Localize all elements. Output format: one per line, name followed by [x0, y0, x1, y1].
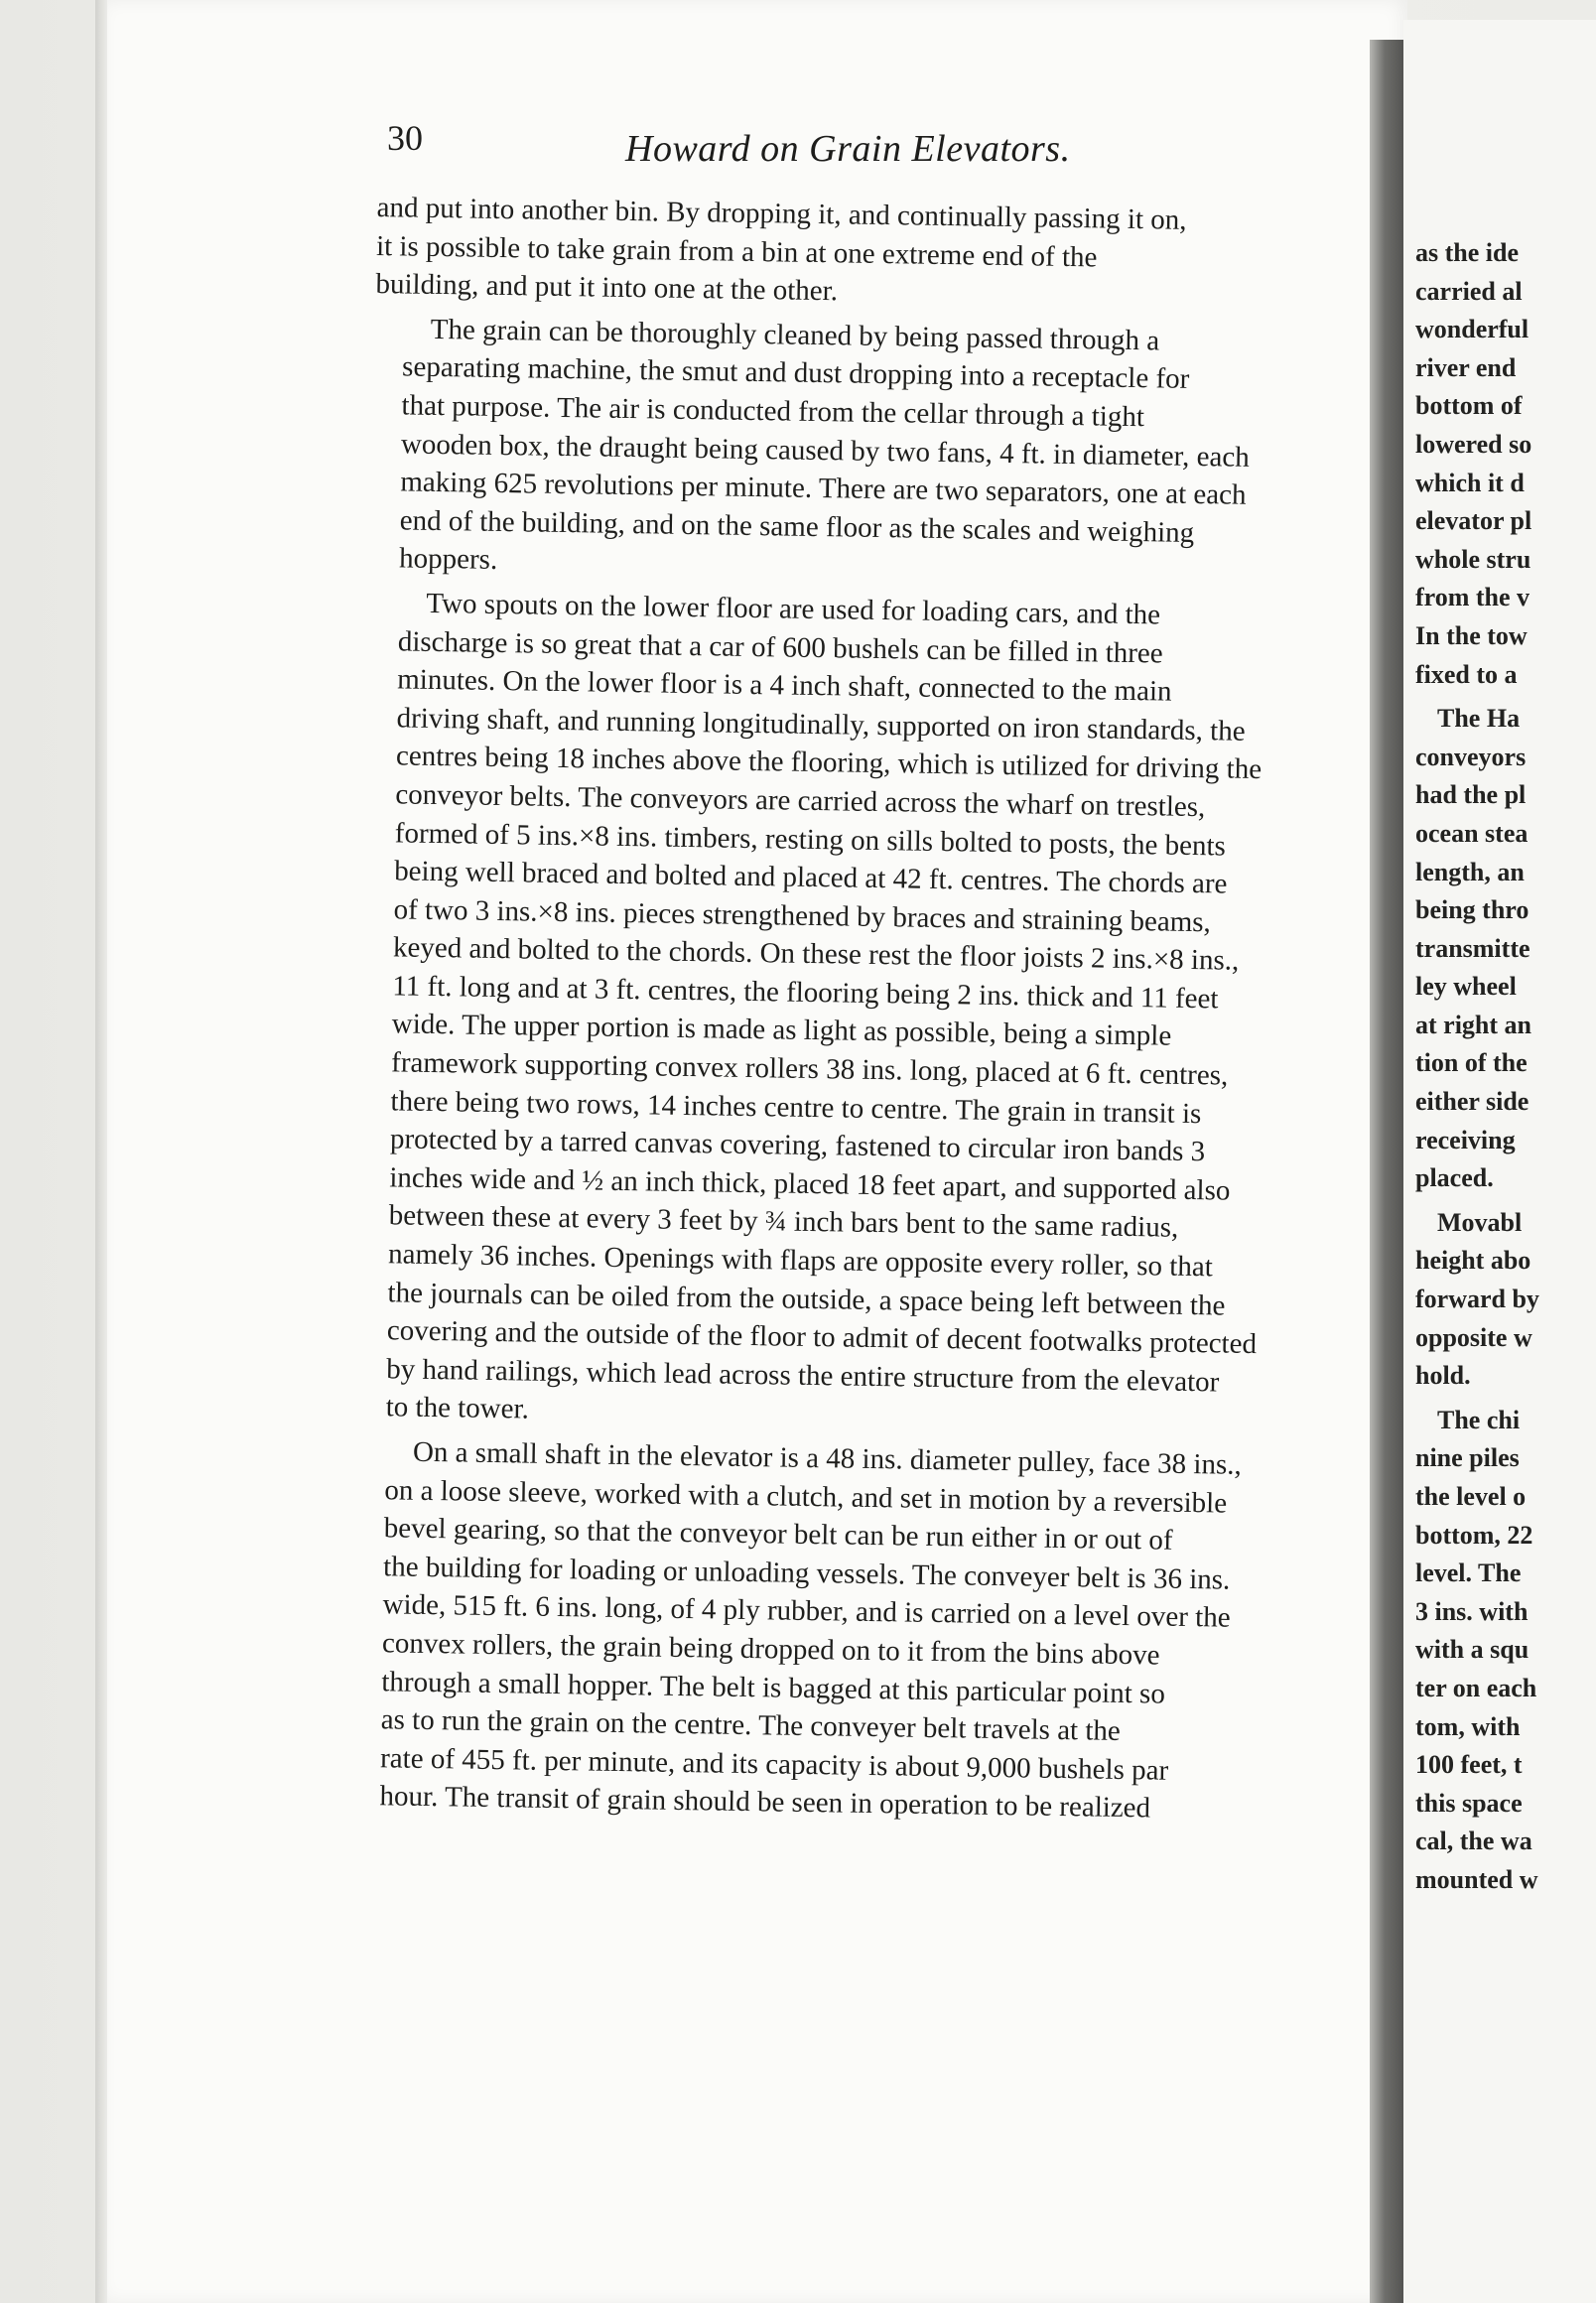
- text-line: keyed and bolted to the chords. On these rest the floor joists 2 ins.×8 ins.,: [392, 931, 1240, 978]
- right-page-line: the level o: [1415, 1482, 1527, 1511]
- right-page-text: [1415, 234, 1596, 1900]
- right-page-line: placed.: [1415, 1163, 1494, 1193]
- right-page-line: had the pl: [1415, 780, 1527, 810]
- book-gutter: [1370, 40, 1403, 2303]
- right-page-line: receiving: [1415, 1125, 1516, 1154]
- text-line: conveyor belts. The conveyors are carried across the wharf on trestles,: [395, 778, 1206, 824]
- right-page-line: this space: [1415, 1788, 1523, 1818]
- text-line: as to run the grain on the centre. The conveyer belt travels at the: [380, 1703, 1122, 1748]
- text-line: framework supporting convex rollers 38 ins. long, placed at 6 ft. centres,: [390, 1046, 1229, 1092]
- text-line: bevel gearing, so that the conveyor belt can be run either in or out of: [383, 1512, 1173, 1557]
- page-number: 30: [387, 118, 423, 158]
- text-line: it is possible to take grain from a bin at one extreme end of the: [375, 229, 1098, 273]
- right-page-line: hold.: [1415, 1361, 1471, 1391]
- right-page-line: fixed to a: [1415, 659, 1518, 689]
- text-line: convex rollers, the grain being dropped on to it from the bins above: [381, 1627, 1160, 1672]
- right-page-line: level. The: [1415, 1558, 1522, 1588]
- paragraph: [371, 310, 1358, 594]
- text-line: On a small shaft in the elevator is a 48 ins. diameter pulley, face 38 ins.,: [412, 1435, 1243, 1481]
- text-line: to the tower.: [385, 1391, 530, 1425]
- right-page-line: from the v: [1415, 583, 1530, 612]
- right-page-line: ley wheel: [1415, 972, 1517, 1002]
- text-line: wide, 515 ft. 6 ins. long, of 4 ply rubber, and is carried on a level over the: [382, 1588, 1231, 1635]
- right-page-line: length, an: [1415, 857, 1525, 886]
- right-page-line: elevator pl: [1415, 506, 1532, 536]
- text-line: the journals can be oiled from the outside, a space being left between the: [387, 1276, 1226, 1322]
- text-line: wooden box, the draught being caused by two fans, 4 ft. in diameter, each: [400, 427, 1251, 474]
- right-page-line: wonderful: [1415, 315, 1530, 344]
- right-page-line: conveyors: [1415, 742, 1527, 771]
- paragraph: [375, 189, 1360, 319]
- text-line: hoppers.: [398, 542, 498, 577]
- right-page-line: bottom, 22: [1415, 1520, 1533, 1550]
- text-line: discharge is so great that a car of 600 bushels can be filled in three: [397, 624, 1163, 670]
- text-line: making 625 revolutions per minute. There are two separators, one at each: [400, 466, 1247, 511]
- right-page-line: which it d: [1415, 468, 1525, 497]
- right-page-line: The chi: [1437, 1405, 1521, 1434]
- text-line: centres being 18 inches above the flooring, which is utilized for driving the: [395, 740, 1263, 786]
- text-line: 11 ft. long and at 3 ft. centres, the flooring being 2 ins. thick and 11 feet: [392, 970, 1219, 1016]
- text-line: protected by a tarred canvas covering, fastened to circular iron bands 3: [389, 1123, 1206, 1168]
- text-line: separating machine, the smut and dust dropping into a receptacle for: [401, 350, 1190, 396]
- text-line: The grain can be thoroughly cleaned by being passed through a: [430, 313, 1160, 357]
- right-page-line: ter on each: [1415, 1673, 1537, 1702]
- right-page-line: either side: [1415, 1087, 1530, 1117]
- text-line: hour. The transit of grain should be seen in operation to be realized: [379, 1780, 1151, 1825]
- text-line: through a small hopper. The belt is bagged at this particular point so: [381, 1665, 1166, 1710]
- text-line: minutes. On the lower floor is a 4 inch shaft, connected to the main: [396, 663, 1172, 708]
- text-line: wide. The upper portion is made as light as possible, being a simple: [391, 1008, 1172, 1053]
- right-page-line: Movabl: [1437, 1207, 1523, 1237]
- text-line: end of the building, and on the same floor as the scales and weighing: [399, 504, 1195, 549]
- right-page-line: with a squ: [1415, 1635, 1530, 1665]
- right-page-line: at right an: [1415, 1010, 1531, 1039]
- text-line: covering and the outside of the floor to admit of decent footwalks protected: [386, 1314, 1258, 1361]
- text-line: and put into another bin. By dropping it, and continually passing it on,: [376, 191, 1187, 236]
- text-line: there being two rows, 14 inches centre to centre. The grain in transit is: [390, 1084, 1202, 1130]
- running-title: Howard on Grain Elevators.: [625, 128, 1071, 170]
- text-line: inches wide and ½ an inch thick, placed 18 feet apart, and supported also: [389, 1161, 1231, 1207]
- right-page-line: whole stru: [1415, 544, 1531, 574]
- right-page-line: nine piles: [1415, 1443, 1520, 1473]
- paragraph: [357, 584, 1353, 1442]
- text-line: the building for loading or unloading vessels. The conveyer belt is 36 ins.: [382, 1551, 1231, 1596]
- right-page-line: transmitte: [1415, 933, 1530, 963]
- text-line: building, and put it into one at the other.: [375, 268, 839, 308]
- text-line: namely 36 inches. Openings with flaps are opposite every roller, so that: [387, 1238, 1214, 1284]
- paragraph: [351, 1432, 1340, 1830]
- text-line: on a loose sleeve, worked with a clutch, and set in motion by a reversible: [384, 1473, 1228, 1520]
- right-page: [1403, 20, 1596, 2303]
- text-line: rate of 455 ft. per minute, and its capacity is about 9,000 bushels par: [379, 1741, 1169, 1787]
- text-line: formed of 5 ins.×8 ins. timbers, resting on sills bolted to posts, the bents: [394, 816, 1227, 863]
- right-page-line: cal, the wa: [1415, 1827, 1532, 1856]
- right-page-line: tion of the: [1415, 1048, 1528, 1078]
- right-page-line: carried al: [1415, 276, 1523, 306]
- right-page-line: as the ide: [1415, 238, 1519, 267]
- right-page-line: 3 ins. with: [1415, 1596, 1529, 1626]
- right-page-line: river end: [1415, 352, 1517, 382]
- text-line: by hand railings, which lead across the entire structure from the elevator: [386, 1353, 1220, 1399]
- right-page-line: bottom of: [1415, 391, 1523, 421]
- right-page-line: mounted w: [1415, 1864, 1538, 1894]
- left-page: [107, 0, 1407, 2303]
- right-page-line: forward by: [1415, 1285, 1539, 1314]
- text-line: between these at every 3 feet by ¾ inch bars bent to the same radius,: [388, 1199, 1179, 1245]
- text-line: driving shaft, and running longitudinally, supported on iron standards, the: [396, 702, 1246, 747]
- right-page-line: opposite w: [1415, 1322, 1532, 1352]
- text-line: being well braced and bolted and placed at 42 ft. centres. The chords are: [393, 855, 1228, 900]
- right-page-line: The Ha: [1437, 704, 1521, 734]
- right-page-line: In the tow: [1415, 620, 1528, 650]
- text-line: of two 3 ins.×8 ins. pieces strengthened by braces and straining beams,: [393, 893, 1212, 938]
- right-page-line: lowered so: [1415, 429, 1532, 459]
- body-text: [351, 189, 1360, 1830]
- right-page-line: 100 feet, t: [1415, 1750, 1523, 1780]
- text-line: that purpose. The air is conducted from the cellar through a tight: [401, 389, 1145, 434]
- right-page-line: ocean stea: [1415, 818, 1529, 848]
- right-page-line: height abo: [1415, 1246, 1531, 1276]
- right-page-line: tom, with: [1415, 1711, 1521, 1741]
- right-page-line: being thro: [1415, 895, 1530, 925]
- text-line: Two spouts on the lower floor are used for loading cars, and the: [426, 587, 1161, 631]
- page-header: [387, 117, 1221, 187]
